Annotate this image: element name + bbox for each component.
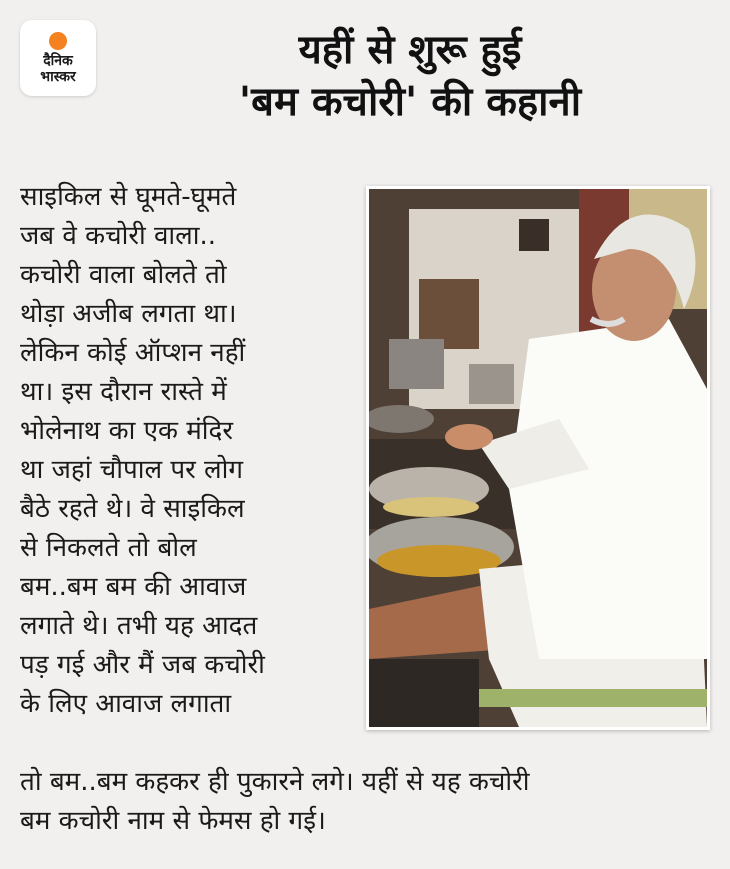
story-line: के लिए आवाज लगाता [20,689,232,719]
story-text-wide [20,763,720,841]
story-line: लेकिन कोई ऑप्शन नहीं [20,338,246,368]
story-line: कचोरी वाला बोलते तो [20,260,227,290]
story-line: बम कचोरी नाम से फेमस हो गई। [20,806,326,836]
story-line: से निकलते तो बोल [20,533,197,563]
story-photo [366,186,710,730]
story-line: था जहां चौपाल पर लोग [20,455,244,485]
story-line: लगाते थे। तभी यह आदत [20,611,258,641]
story-line: था। इस दौरान रास्ते में [20,377,227,407]
story-line: तो बम..बम कहकर ही पुकारने लगे। यहीं से यह कचोरी [20,767,530,797]
story-line: पड़ गई और मैं जब कचोरी [20,650,265,680]
story-text-narrow [20,178,360,724]
headline-line2: 'बम कचोरी' की कहानी [238,79,582,125]
story-line: भोलेनाथ का एक मंदिर [20,416,233,446]
logo-text-line2: भास्कर [40,68,76,85]
story-line: बैठे रहते थे। वे साइकिल [20,494,245,524]
story-line: जब वे कचोरी वाला.. [20,221,217,251]
logo-text-line1: दैनिक [43,52,73,69]
story-line: साइकिल से घूमते-घूमते [20,182,237,212]
dainik-bhaskar-logo[interactable] [20,20,96,96]
headline-line1: यहीं से शुरू हुई [298,27,522,73]
photo-illustration [369,189,707,727]
headline [110,24,710,128]
story-line: थोड़ा अजीब लगता था। [20,299,237,329]
story-line: बम..बम बम की आवाज [20,572,247,602]
sun-icon [49,32,67,50]
